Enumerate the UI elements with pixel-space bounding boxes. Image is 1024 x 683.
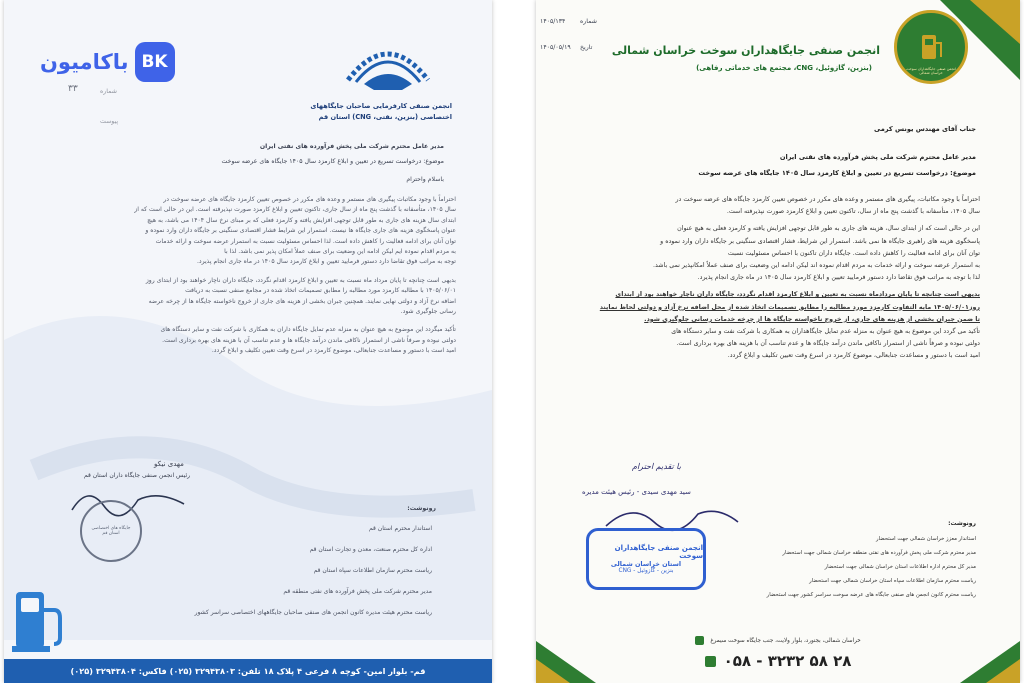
paragraph-line: سال ۱۴۰۵، متأسفانه با گذشت پنج ماه از سال جاری، تاکنون تعیین و ابلاغ کارمزد صورت نپذیرفته است. این در حالی است که از	[134, 206, 456, 214]
signer: سید مهدی سیدی - رئیس هیئت مدیره	[582, 488, 691, 496]
cc-item: استاندار معزز خراسان شمالی جهت استحضار	[875, 536, 976, 542]
signer-title: رئیس انجمن صنفی جایگاه داران استان قم	[84, 472, 191, 479]
org-name-line1: انجمن صنفی کارفرمایی صاحبان جایگاههای	[310, 102, 452, 110]
seal-text: انجمن صنفی جایگاهداران سوخت خراسان شمالی	[906, 67, 956, 75]
date-label: تاریخ	[580, 44, 593, 51]
paragraph-line: دولتی نبوده و صرفاً ناشی از استمرار ناکافی ماندن درآمد جایگاه ها و عدم تناسب آن با هزینه های بهره برداری است.	[676, 340, 980, 348]
cc-item: ریاست محترم سازمان اطلاعات سپاه استان خراسان شمالی جهت استحضار	[809, 578, 976, 584]
paragraph-line: سال ۱۴۰۵، متأسفانه با گذشت پنج ماه از سال، تاکنون تعیین و ابلاغ کارمزد صورت نپذیرفته است.	[726, 208, 980, 216]
blue-stamp	[586, 528, 706, 590]
org-subtitle: (بنزین، گازوئیل، CNG، مجتمع های خدماتی رفاهی)	[696, 64, 872, 72]
addressee: مدیر عامل محترم شرکت ملی پخش فرآورده های نفتی ایران	[779, 153, 976, 161]
cc-item: اداره کل محترم صنعت، معدن و تجارت استان قم	[309, 546, 432, 553]
paragraph-line: احتراماً با وجود مکاتبات پیگیری های مستمر و وعده های مکرر در خصوص تعیین کارمزد جایگاه های عرضه سوخت در	[163, 196, 456, 203]
cc-item: مدیر کل محترم اداره اطلاعات استان خراسان شمالی جهت استحضار	[824, 564, 976, 570]
cc-title: رونوشت:	[948, 520, 976, 527]
paragraph-line: روز۱۴۰۵/۰۶/۰۱ مابه التفاوت کارمزد مورد مطالبه را مطابق تصمیمات اتخاذ شده از محل اضافه نرخ آزاد و دولتی لحاظ نمایند	[599, 303, 980, 311]
paragraph-line: تأکید می گردد این موضوع به هیچ عنوان به منزله عدم تمایل جایگاهداران به همکاری با شرکت نفت و سایر دستگاه های	[671, 328, 980, 336]
stamp-text: جایگاه های اختصاصی استان قم	[91, 526, 131, 536]
date-value: ۱۴۰۵/۰۵/۱۹	[540, 44, 571, 51]
paragraph-line: عنوان پاسخگوی هزینه های جاری جایگاه ها نیست. استمرار این شرایط فشار اقتصادی سنگینی بر جایگاه داران وارد نموده و	[145, 227, 456, 235]
left-letter	[4, 0, 492, 683]
cc-item: ریاست محترم سازمان اطلاعات سپاه استان قم	[313, 567, 432, 574]
footer-address: خراسان شمالی، بجنورد، بلوار ولایت، جنب جایگاه سوخت سیمرغ	[710, 637, 861, 644]
paragraph-line: اضافه نرخ آزاد و دولتی نهایی نمایند. همچنین جبران بخشی از هزینه های جاری از خروج ناخواسته جایگاه ها از چرخه عرضه	[148, 297, 456, 305]
subject: موضوع: درخواست تسریع در تعیین و ابلاغ کارمزد سال ۱۴۰۵ جایگاه های عرضه سوخت	[221, 158, 444, 165]
paragraph-line: دولتی نبوده و صرفاً ناشی از استمرار ناکافی ماندن درآمد جایگاه ها و عدم تناسب آن با هزینه های بهره برداری است.	[162, 336, 456, 344]
paragraph-line: این در حالی است که از ابتدای سال، هزینه های جاری به طور قابل توجهی افزایش یافته و کارمزد فعلی به هیچ عنوان	[677, 225, 980, 233]
round-stamp	[80, 500, 142, 562]
paragraph-line: ابتدای سال هزینه های جاری به طور قابل توجهی افزایش یافته و کارمزد فعلی که بر مبنای نرخ سال ۱۴۰۴ می باشد، به هیچ	[147, 216, 456, 224]
org-seal	[894, 10, 968, 84]
recipient: جناب آقای مهندس یونس کرمی	[874, 125, 976, 133]
paragraph-line: رسانی جلوگیری شود.	[400, 308, 456, 316]
paragraph-line: به مردم اقدام نموده ایم لیکن ادامه این وضعیت برای صنف عملاً امکان پذیر نمی باشد. لذا با	[224, 248, 456, 256]
stamp-line1: انجمن صنفی جایگاهداران سوخت	[614, 544, 703, 560]
paragraph-line: به استمرار عرضه سوخت و ارائه خدمات به مردم اقدام نموده اند لیکن ادامه این وضعیت برای صنف عملاً امکانپذیر نمی باشد.	[653, 262, 980, 270]
footer-bar	[4, 659, 492, 683]
number-label: شماره	[580, 18, 597, 25]
cc-item: ریاست محترم هیئت مدیره کانون انجمن های صنفی صاحبان جایگاههای اختصاصی سراسر کشور	[194, 609, 432, 616]
org-name: انجمن صنفی جایگاهداران سوخت خراسان شمالی	[611, 44, 880, 57]
brand-logo	[40, 42, 175, 82]
paragraph-line: بدیهی است چنانچه تا پایان مرداد ماه نسبت به تعیین و ابلاغ کارمزد اقدام نگردد، جایگاه داران ناچار خواهند بود از ابتدای روز	[145, 276, 456, 284]
fuel-pump-icon	[916, 31, 946, 63]
cc-item: استاندار محترم استان قم	[369, 525, 432, 532]
paragraph-line: توان آنان برای ادامه فعالیت را کاهش داده است. جایگاه داران تاکنون با احساس مسئولیت نسبت	[727, 249, 980, 257]
cc-title: رونوشت:	[407, 505, 436, 512]
fuel-pump-icon	[10, 582, 68, 654]
addressee: مدیر عامل محترم شرکت ملی پخش فرآورده های نفتی ایران	[259, 143, 444, 150]
paragraph-line: تا ضمن جبران بخشی از هزینه های جاری، از خروج ناخواسته جایگاه ها از چرخه خدمات رسانی جلوگیری شود.	[644, 315, 980, 323]
body-text	[46, 195, 456, 357]
paragraph-line: امید است با دستور و مساعدت جنابعالی، موضوع کارمزد در اسرع وقت تعیین تکلیف و ابلاغ گردد.	[727, 352, 980, 360]
stamp-line3: بنزین - گازوئیل - CNG	[618, 568, 674, 574]
org-name-line2: اختصاصی (بنزین، نفتی، CNG) استان قم	[318, 113, 452, 121]
paragraph-line: توجه به مراتب فوق تقاضا دارد دستور فرمایید تعیین و ابلاغ کارمزد سال ۱۴۰۵ در ماه جاری انجام پذیرد.	[196, 258, 456, 266]
footer-address-row	[616, 636, 940, 645]
cc-item: ریاست محترم کانون انجمن های صنفی جایگاه های عرضه سوخت سراسر کشور جهت استحضار	[766, 592, 976, 598]
paragraph-line: لذا با توجه به مراتب فوق تقاضا دارد دستور فرمایید تعیین و ابلاغ کارمزد سال ۱۴۰۵ در ماه جاری انجام پذیرد.	[697, 274, 980, 282]
closing: با تقدیم احترام	[632, 462, 681, 471]
cc-item: مدیر محترم شرکت ملی پخش فرآورده های نفتی منطقه قم	[283, 588, 432, 595]
footer-phone-row	[616, 652, 940, 670]
paragraph-line: پاسخگوی هزینه های راهبری جایگاه ها نمی باشد. استمرار این شرایط، فشار اقتصادی سنگینی بر جایگاه داران وارد نموده و	[660, 237, 980, 245]
brand-name: باکامیون	[40, 50, 129, 74]
paragraph-line: امید است با دستور و مساعدت جنابعالی، موضوع کارمزد در اسرع وقت تعیین تکلیف و ابلاغ گردد.	[211, 347, 456, 355]
number-label: شماره	[100, 88, 117, 95]
org-handshake-logo-icon	[342, 34, 434, 96]
stamp-line2: استان خراسان شمالی	[610, 560, 682, 568]
footer-phone: ۰۵۸ - ۳۲۳۲ ۵۸ ۲۸	[723, 652, 852, 670]
paragraph-line: توان آنان برای ادامه فعالیت را کاهش داده است. لذا احساس مسئولیت نسبت به استمرار عرضه سوخت و ارائه خدمات	[155, 237, 456, 245]
location-icon	[695, 636, 704, 645]
greeting: باسلام واحترام	[406, 176, 444, 183]
footer-address: قم- بلوار امین- کوچه ۸ فرعی ۴ پلاک ۱۸ تلفن: ۳۲۹۴۳۸۰۳ (۰۲۵) فاکس: ۳۲۹۴۳۸۰۴ (۰۲۵)	[70, 666, 426, 676]
right-letter	[536, 0, 1020, 683]
paragraph-line: احتراماً با وجود مکاتبات، پیگیری های مستمر و وعده های مکرر در خصوص تعیین کارمزد جایگاه های عرضه سوخت در	[675, 196, 980, 203]
brand-badge-icon: BK	[135, 42, 175, 82]
phone-icon	[705, 656, 716, 667]
paragraph-line: تأکید میگردد این موضوع به هیچ عنوان به منزله عدم تمایل جایگاه داران به همکاری با شرکت نفت و سایر دستگاه های	[160, 326, 456, 334]
body-text	[568, 194, 980, 363]
attachment-label: پیوست	[100, 118, 119, 125]
number-value: ۱۴۰۵/۱۳۴	[540, 18, 566, 25]
signer-name: مهدی نیکو	[154, 460, 184, 468]
subject: موضوع: درخواست تسریع در تعیین و ابلاغ کارمزد سال ۱۴۰۵ جایگاه های عرضه سوخت	[698, 169, 976, 177]
paragraph-line: بدیهی است چنانچه تا پایان مردادماه نسبت به تعیین و ابلاغ کارمزد اقدام نگردد، جایگاه داران ناچار خواهند بود از ابتدای	[615, 291, 980, 299]
number-value: ۳۳	[68, 84, 78, 94]
cc-item: مدیر محترم شرکت ملی پخش فرآورده های نفتی منطقه خراسان شمالی جهت استحضار	[782, 550, 976, 556]
paragraph-line: ۱۴۰۵/۰۶/۰۱ با مطالبه کارمزد مورد مطالبه را مطابق تصمیمات اتخاذ شده در مجامع صنفی نسبت به دریافت	[185, 287, 456, 295]
